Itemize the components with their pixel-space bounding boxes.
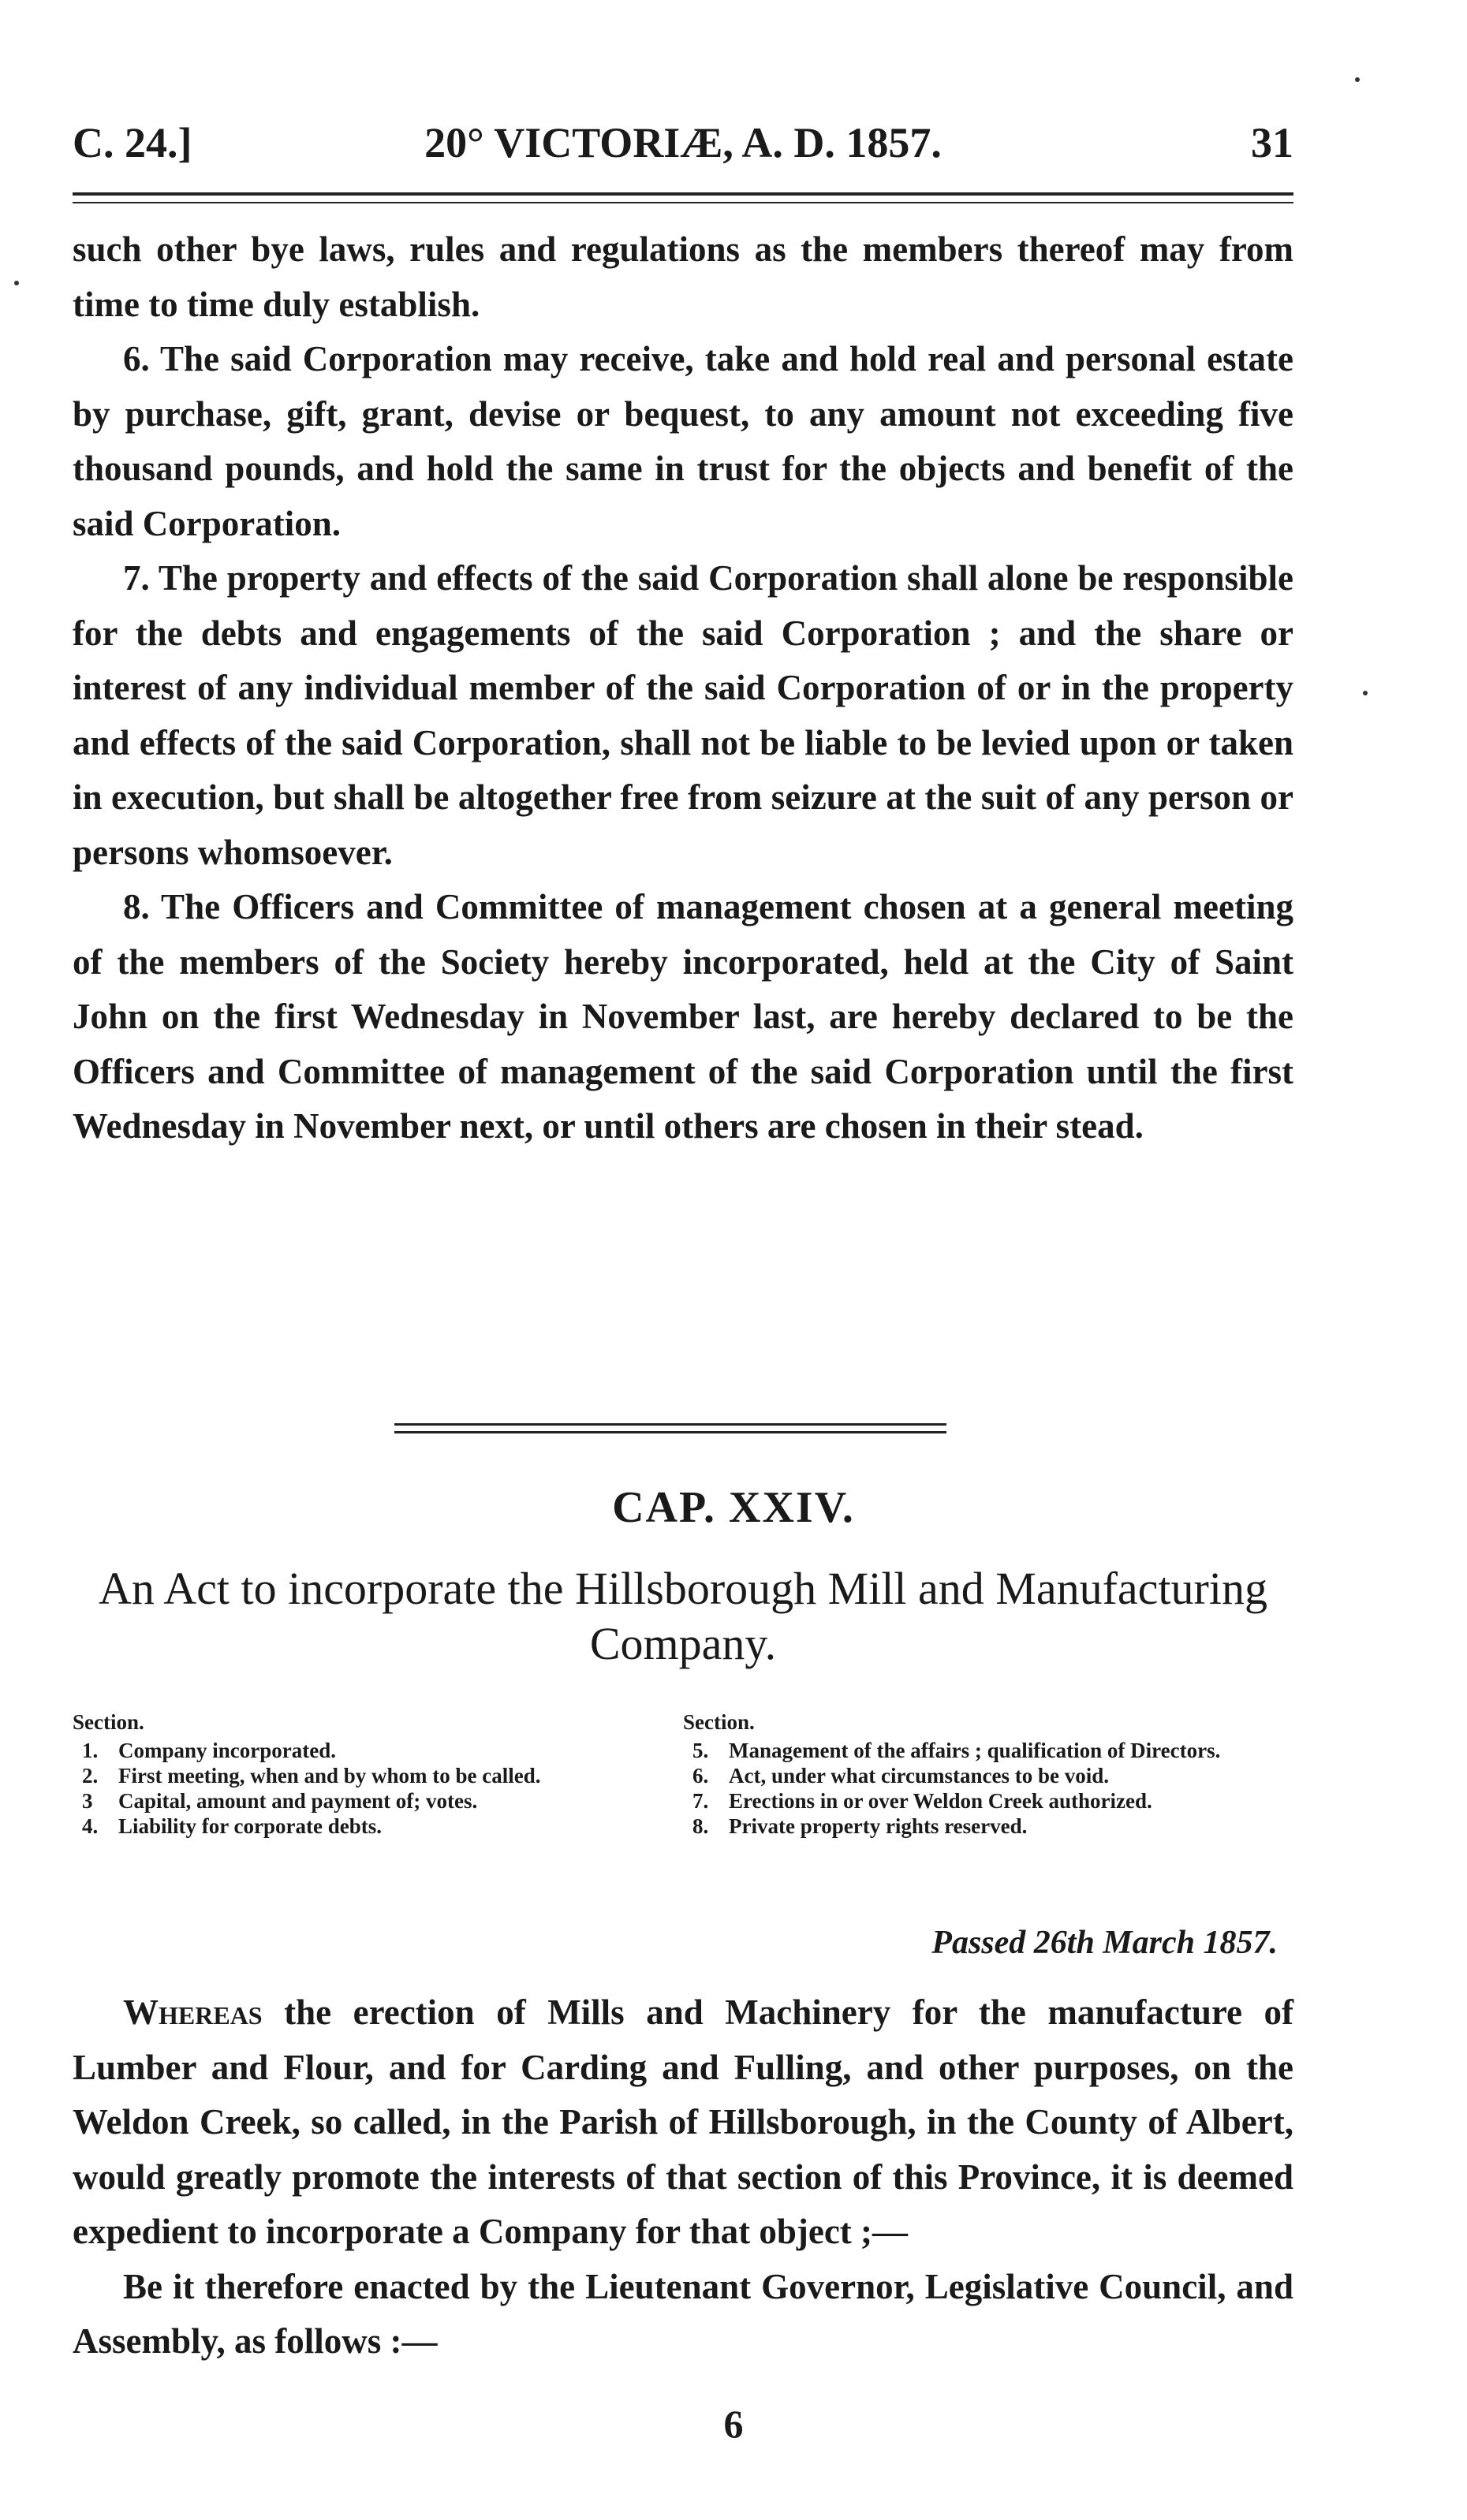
preamble-text: the erection of Mills and Machinery for the manufacture of Lumber and Flour, and for Carding and Fulling, and other purposes, on the Weldon Creek, so called, in the Parish of Hillsborough, in the County of Albert, would greatly promote the interests of that section of this Province, it is deemed expedient to incorporate a Company for that object ;— bbox=[73, 1993, 1293, 2251]
section-8: 8. The Officers and Committee of management chosen at a general meeting of the members of the Society hereby incorporated, held at the City of Saint John on the first Wednesday in November last, are hereby declared to be the Officers and Committee of management of the said Corporation until the first Wednesday in November next, or until others are chosen in their stead. bbox=[73, 887, 1293, 1146]
header-title: 20° VICTORIÆ, A. D. 1857. bbox=[424, 119, 942, 166]
separator-rule-top bbox=[394, 1423, 946, 1426]
toc-heading: Section. bbox=[73, 1710, 144, 1734]
passed-date: Passed 26th March 1857. bbox=[931, 1925, 1278, 1961]
toc-right-column bbox=[683, 1709, 1295, 1839]
toc-item: 7. Erections in or over Weldon Creek authorized. bbox=[692, 1789, 1152, 1813]
header-rule-top bbox=[73, 192, 1293, 196]
page-number: 31 bbox=[1251, 119, 1293, 166]
section-7: 7. The property and effects of the said Corporation shall alone be responsible for the debts and engagements of the said Corporation ; and the share or interest of any individual member of the said Corporation of or in the property and effects of the said Corporation, shall not be liable to be levied upon or taken in execution, but shall be altogether free from seizure at the suit of any person or persons whomsoever. bbox=[73, 558, 1293, 872]
header-rule-bottom bbox=[73, 202, 1293, 203]
enacting-clause: Be it therefore enacted by the Lieutenant Governor, Legislative Council, and Assembly, as follows :— bbox=[73, 2266, 1293, 2361]
section-continuation: such other bye laws, rules and regulations as the members thereof may from time to time duly establish. bbox=[73, 229, 1293, 324]
print-speck bbox=[1355, 77, 1360, 82]
whereas-word: Whereas bbox=[123, 1993, 263, 2032]
toc-item: 2. First meeting, when and by whom to be called. bbox=[82, 1764, 541, 1787]
toc-item: 8. Private property rights reserved. bbox=[692, 1814, 1028, 1838]
toc-item: 5. Management of the affairs ; qualification of Directors. bbox=[692, 1739, 1221, 1762]
toc-heading: Section. bbox=[683, 1710, 755, 1734]
section-6: 6. The said Corporation may receive, take and hold real and personal estate by purchase, gift, grant, devise or bequest, to any amount not exceeding five thousand pounds, and hold the same in trust for the objects and benefit of the said Corporation. bbox=[73, 339, 1293, 543]
act-title: An Act to incorporate the Hillsborough Mill and Manufacturing Company. bbox=[99, 1563, 1267, 1669]
print-speck bbox=[1363, 691, 1368, 695]
toc-item: 3 Capital, amount and payment of; votes. bbox=[82, 1789, 478, 1813]
chapter-reference: C. 24.] bbox=[73, 119, 192, 166]
toc-item: 4. Liability for corporate debts. bbox=[82, 1814, 382, 1838]
separator-rule-bottom bbox=[394, 1431, 946, 1433]
toc-item: 1. Company incorporated. bbox=[82, 1739, 336, 1762]
preamble-block bbox=[73, 1985, 1293, 2369]
toc-item: 6. Act, under what circumstances to be void. bbox=[692, 1764, 1109, 1787]
cap-title: CAP. XXIV. bbox=[612, 1483, 855, 1532]
sections-block bbox=[73, 222, 1293, 1154]
preamble bbox=[73, 1985, 1293, 2260]
signature-mark: 6 bbox=[723, 2402, 744, 2446]
print-speck bbox=[14, 281, 19, 285]
running-header bbox=[73, 118, 1293, 181]
toc-left-column bbox=[73, 1709, 640, 1839]
